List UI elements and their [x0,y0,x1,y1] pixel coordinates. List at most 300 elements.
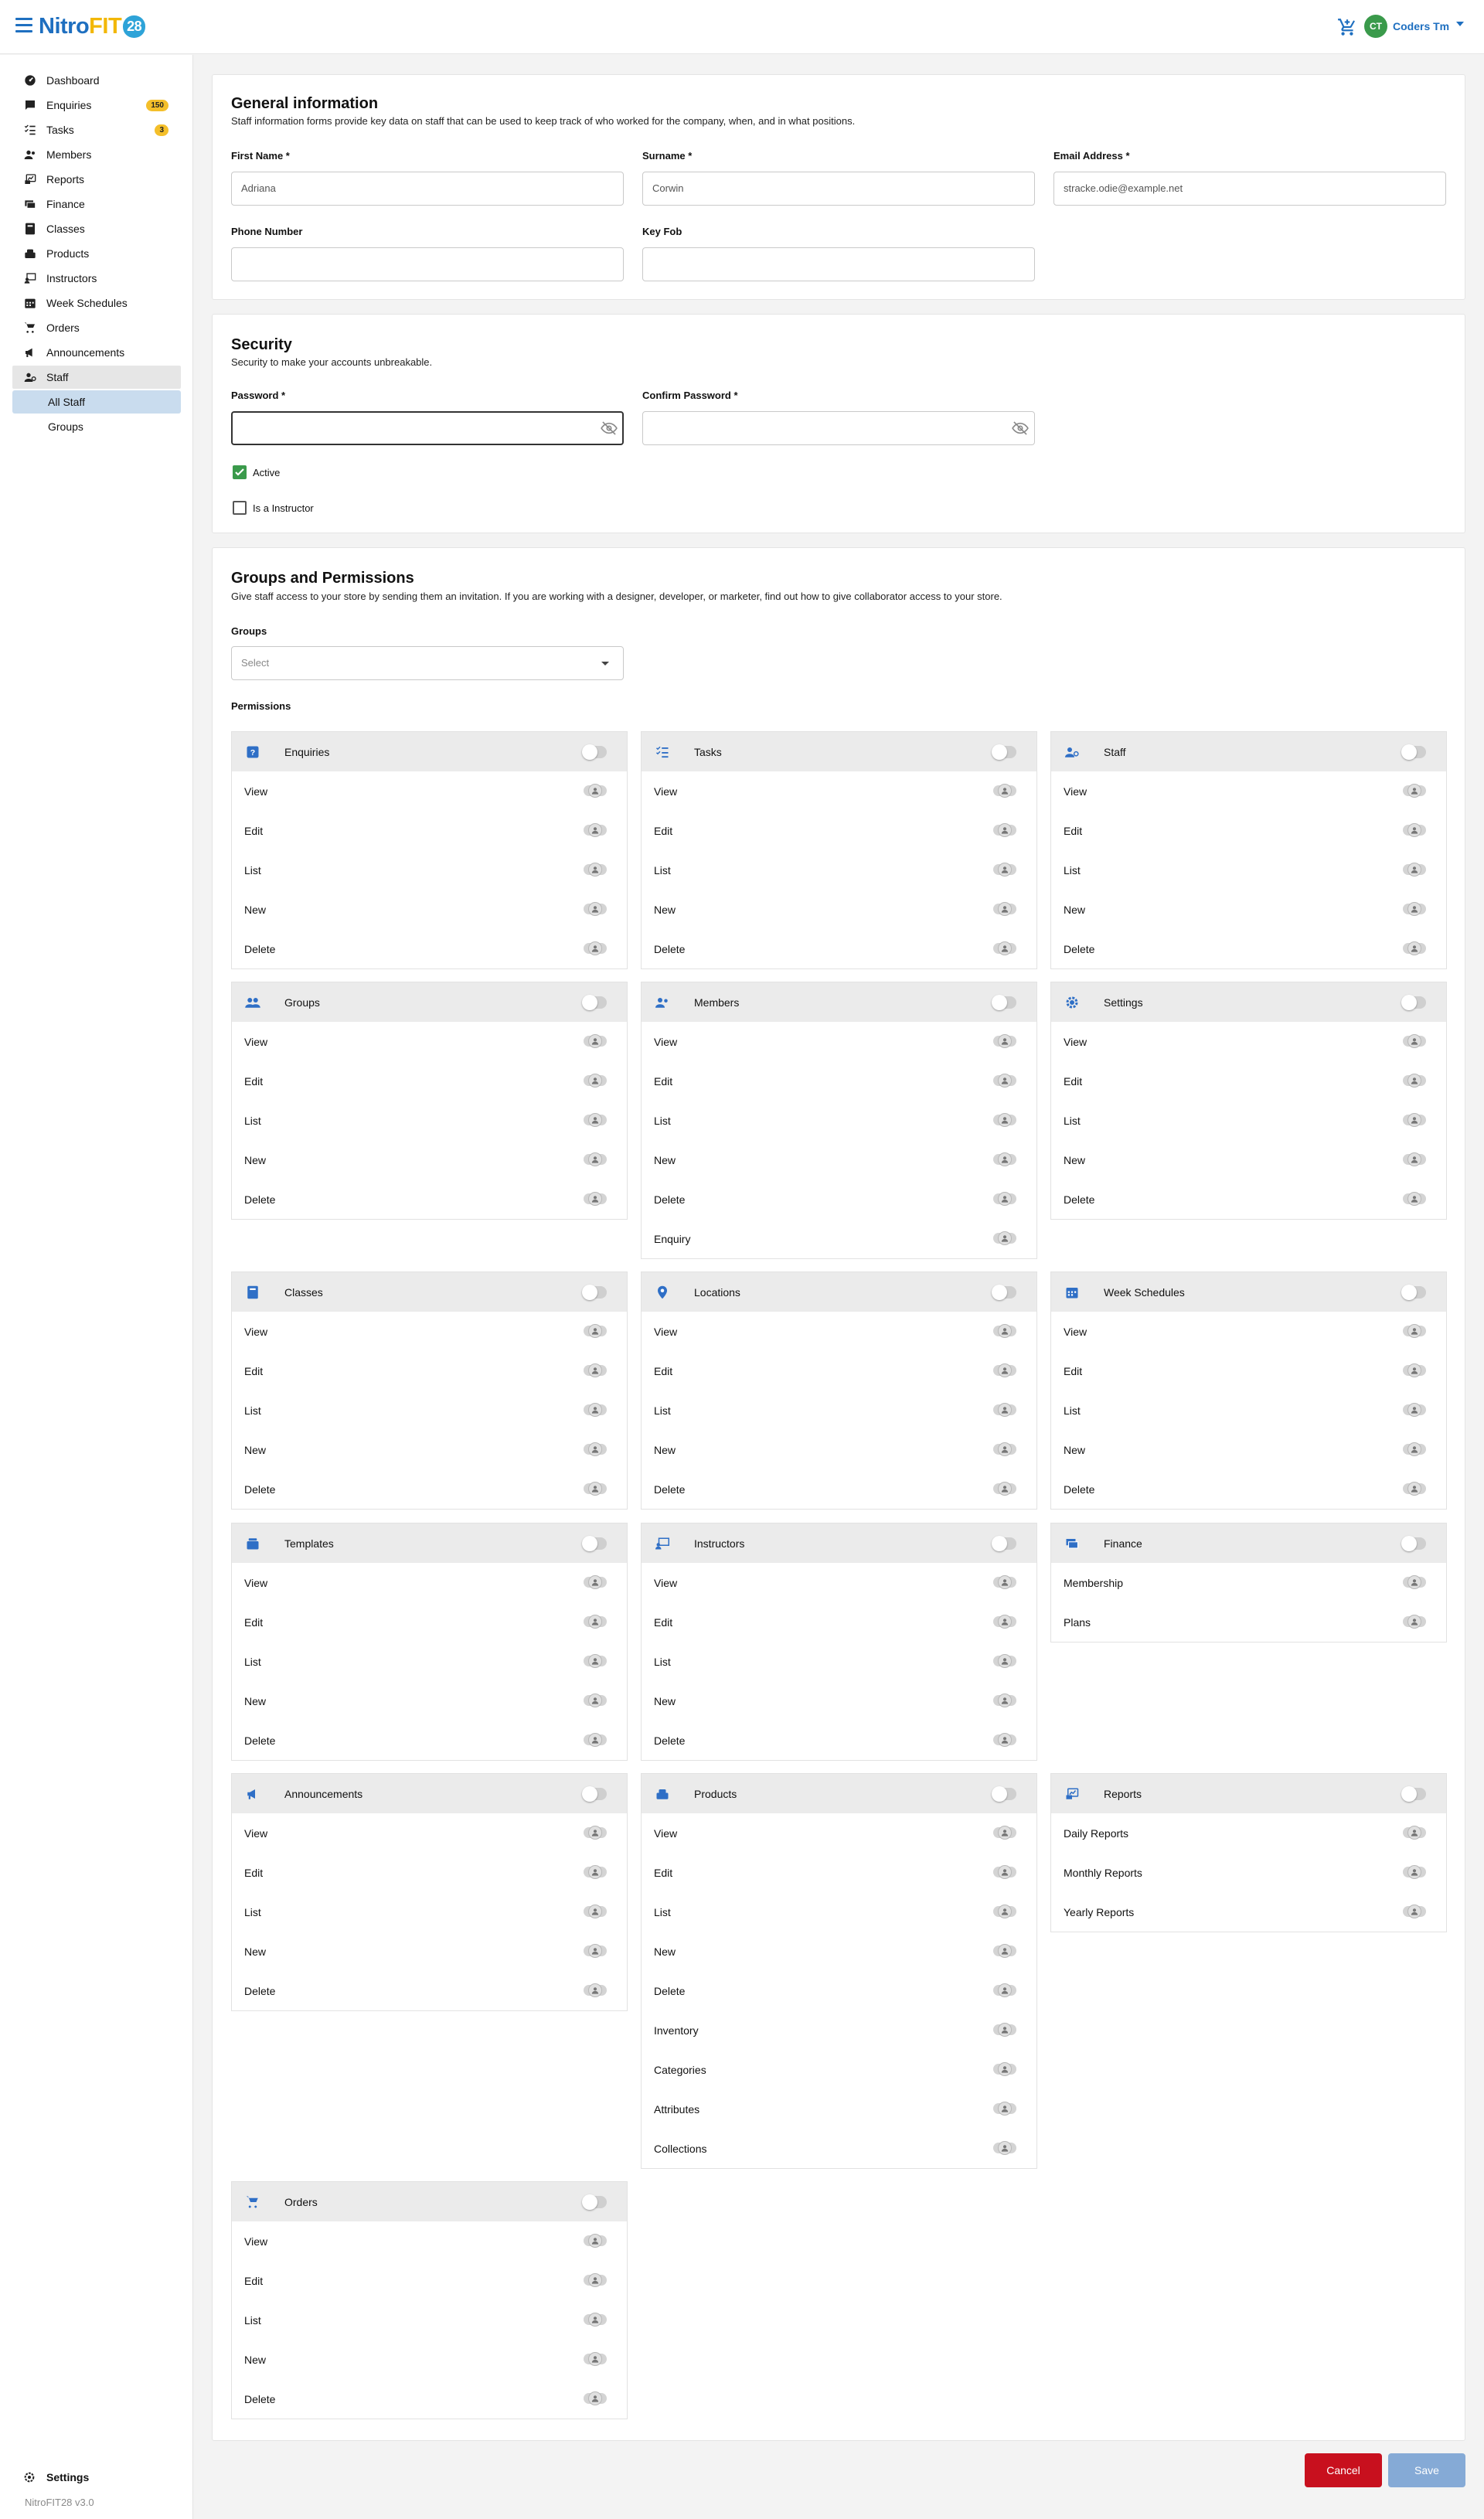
user-icon [998,1654,1012,1668]
permission-toggle[interactable] [584,864,607,875]
permission-label: List [654,1655,671,1668]
sidebar-item-label: Members [46,148,92,161]
permission-label: Edit [244,1364,264,1377]
permission-toggle[interactable] [584,1404,607,1415]
permission-toggle[interactable] [993,2064,1016,2075]
permission-toggle[interactable] [584,1365,607,1376]
permission-label: Edit [654,1615,673,1629]
permission-toggle[interactable] [1403,1075,1426,1086]
permission-panel-header [642,1523,1036,1563]
user-icon [998,1733,1012,1747]
confirm-password-label: Confirm Password * [642,390,738,401]
phone-field[interactable] [231,247,624,281]
user-icon [998,1482,1012,1496]
permission-label: Edit [654,1866,673,1879]
permission-label: Edit [244,1074,264,1088]
permission-label: New [654,1694,676,1707]
sidebar-item-label: Dashboard [46,74,100,87]
permission-toggle[interactable] [993,1827,1016,1838]
user-icon [1407,1192,1421,1206]
permission-row [232,1469,627,1509]
permission-row [232,1351,627,1391]
cancel-button[interactable]: Cancel [1305,2453,1382,2487]
permission-toggle[interactable] [584,1075,607,1086]
permission-toggle[interactable] [993,1483,1016,1494]
permission-row [642,1469,1036,1509]
user-icon [998,2023,1012,2037]
permission-toggle[interactable] [584,1193,607,1204]
permission-row [232,1721,627,1760]
permission-label: View [244,785,268,798]
user-icon [998,1152,1012,1166]
sidebar-item-dashboard[interactable] [12,69,181,92]
permission-row [232,1932,627,1971]
groups-select[interactable]: Select [231,646,624,680]
permission-toggle[interactable] [993,1233,1016,1244]
permission-row [642,1853,1036,1892]
user-icon [1407,1575,1421,1589]
permission-group-toggle[interactable] [993,996,1016,1009]
permission-label: List [654,1404,671,1417]
permission-toggle[interactable] [1403,904,1426,914]
permission-row [232,771,627,811]
permission-row [232,1892,627,1932]
permission-toggle[interactable] [993,1365,1016,1376]
permission-toggle[interactable] [993,1193,1016,1204]
permission-label: Edit [1064,1364,1083,1377]
instructor-icon [654,1535,671,1552]
permission-panel-title: Reports [1104,1787,1142,1800]
permission-toggle[interactable] [993,1656,1016,1666]
sidebar-item-announcements[interactable] [12,341,181,364]
permission-row [642,1721,1036,1760]
permission-toggle[interactable] [584,1326,607,1336]
user-icon [998,784,1012,798]
question-icon [244,744,261,761]
permission-toggle[interactable] [1403,1444,1426,1455]
user-icon [588,1826,602,1840]
surname-field[interactable]: Corwin [642,172,1035,206]
user-icon [1407,1826,1421,1840]
user-icon [588,1113,602,1127]
permission-toggle[interactable] [993,1695,1016,1706]
user-name[interactable]: Coders Tm [1393,20,1450,32]
permission-label: New [1064,1153,1086,1166]
permission-toggle[interactable] [584,943,607,954]
permission-toggle[interactable] [993,825,1016,836]
sidebar-item-enquiries[interactable] [12,94,181,117]
key-fob-label: Key Fob [642,226,682,237]
megaphone-icon [244,1785,261,1802]
permission-toggle[interactable] [1403,785,1426,796]
permission-row [1051,1022,1446,1061]
permission-row [1051,1061,1446,1101]
permission-label: List [654,863,671,877]
sidebar-item-instructors[interactable] [12,267,181,290]
user-icon [1407,823,1421,837]
permission-toggle[interactable] [584,2393,607,2404]
user-icon [998,1324,1012,1338]
permission-group-toggle[interactable] [993,746,1016,758]
first-name-field[interactable]: Adriana [231,172,624,206]
chevron-down-icon[interactable] [1456,22,1464,26]
permission-toggle[interactable] [584,2235,607,2246]
count-badge: 150 [146,100,168,111]
permission-row [642,1022,1036,1061]
permission-row [1051,1469,1446,1509]
permission-group-toggle[interactable] [584,2196,607,2208]
user-icon [588,823,602,837]
permission-row [642,1180,1036,1219]
permission-label: View [654,785,678,798]
permission-toggle[interactable] [1403,1115,1426,1125]
phone-label: Phone Number [231,226,303,237]
permission-row [1051,890,1446,929]
eye-off-icon[interactable] [601,421,618,435]
permission-toggle[interactable] [993,1075,1016,1086]
user-icon [1407,1905,1421,1918]
permission-row [642,1892,1036,1932]
confirm-password-field[interactable] [642,411,1035,445]
permission-panel-header [1051,1774,1446,1813]
permission-label: Attributes [654,2102,700,2116]
user-icon [588,1575,602,1589]
user-icon [998,1694,1012,1707]
permission-group-toggle[interactable] [1403,746,1426,758]
permission-label: Collections [654,2142,707,2155]
logo-text-nitro: Nitro [39,14,90,39]
permission-toggle[interactable] [1403,864,1426,875]
permission-label: Delete [654,1984,686,1997]
permission-row [232,1563,627,1602]
permission-row [1051,850,1446,890]
permission-toggle[interactable] [584,825,607,836]
permission-toggle[interactable] [993,1577,1016,1588]
permission-toggle[interactable] [993,864,1016,875]
permission-label: Edit [244,824,264,837]
user-icon [998,1983,1012,1997]
permission-toggle[interactable] [584,904,607,914]
permission-toggle[interactable] [993,2024,1016,2035]
permission-label: Monthly Reports [1064,1866,1142,1879]
permission-toggle[interactable] [584,2275,607,2286]
is-instructor-checkbox[interactable] [233,501,247,515]
permission-row [642,771,1036,811]
groups-label: Groups [231,625,267,637]
permission-toggle[interactable] [993,2103,1016,2114]
security-card [212,314,1465,533]
permission-row [642,1681,1036,1721]
permission-row [642,850,1036,890]
permission-toggle[interactable] [584,1444,607,1455]
user-icon [588,1034,602,1048]
permission-toggle[interactable] [1403,1326,1426,1336]
permission-toggle[interactable] [1403,943,1426,954]
permission-panel-announcements [231,1773,628,2011]
user-icon [1407,863,1421,877]
permission-toggle[interactable] [584,1906,607,1917]
user-icon [998,1034,1012,1048]
permission-toggle[interactable] [584,2354,607,2364]
permission-toggle[interactable] [993,1985,1016,1996]
permission-row [642,1351,1036,1391]
permission-toggle[interactable] [993,1444,1016,1455]
user-icon [1407,1324,1421,1338]
permission-label: List [654,1114,671,1127]
user-icon [1407,1615,1421,1629]
permission-toggle[interactable] [1403,825,1426,836]
permission-group-toggle[interactable] [584,1788,607,1800]
permission-row [642,1140,1036,1180]
permission-row [642,929,1036,968]
permission-panel-classes [231,1271,628,1510]
permission-row [642,1430,1036,1469]
permission-toggle[interactable] [993,943,1016,954]
templates-icon [244,1535,261,1552]
permission-group-toggle[interactable] [584,996,607,1009]
permission-toggle[interactable] [993,2143,1016,2153]
permission-toggle[interactable] [993,1326,1016,1336]
permission-group-toggle[interactable] [584,1286,607,1299]
active-checkbox[interactable] [233,465,247,479]
permission-panel-finance [1050,1523,1447,1642]
permission-label: Categories [654,2063,706,2076]
chevron-down-icon[interactable] [601,662,609,665]
permission-row [1051,1853,1446,1892]
permission-label: New [1064,1443,1086,1456]
sidebar-item-members[interactable] [12,143,181,166]
permission-panel-header [232,1272,627,1312]
permission-label: Delete [244,1482,276,1496]
user-icon [588,1403,602,1417]
permission-toggle[interactable] [584,1945,607,1956]
permission-panel-title: Settings [1104,996,1143,1009]
sidebar-item-label: Announcements [46,346,125,359]
permission-toggle[interactable] [584,1656,607,1666]
permission-label: Enquiry [654,1232,691,1245]
sidebar-subitem-groups[interactable]: Groups [48,420,83,433]
permission-toggle[interactable] [1403,1154,1426,1165]
user-icon [1407,1074,1421,1088]
permission-row [232,1101,627,1140]
user-icon [1407,1152,1421,1166]
user-icon [998,1615,1012,1629]
permission-label: Delete [244,1984,276,1997]
permission-label: View [1064,1035,1087,1048]
user-icon [588,1324,602,1338]
user-icon [998,1575,1012,1589]
permission-group-toggle[interactable] [1403,1788,1426,1800]
first-name-label: First Name * [231,150,290,162]
password-field[interactable] [231,411,624,445]
user-icon [998,1231,1012,1245]
permission-label: View [244,1826,268,1840]
permission-toggle[interactable] [1403,1906,1426,1917]
permission-label: View [654,1035,678,1048]
permission-panel-tasks [641,731,1037,969]
permission-toggle[interactable] [584,1154,607,1165]
permission-label: List [244,1114,261,1127]
permission-toggle[interactable] [993,1734,1016,1745]
permission-label: Delete [1064,942,1095,955]
sidebar-item-reports[interactable] [12,168,181,191]
permission-panel-groups [231,982,628,1220]
permission-panel-header [1051,982,1446,1022]
permission-toggle[interactable] [584,785,607,796]
permission-toggle[interactable] [584,1734,607,1745]
permission-toggle[interactable] [584,1827,607,1838]
user-icon [1407,1442,1421,1456]
permission-toggle[interactable] [993,1036,1016,1047]
sidebar-item-label: Reports [46,173,85,186]
email-field[interactable]: stracke.odie@example.net [1053,172,1446,206]
permission-row [1051,929,1446,968]
gear-icon [23,2470,37,2484]
user-icon [1407,1363,1421,1377]
permission-toggle[interactable] [584,1577,607,1588]
user-icon [588,1152,602,1166]
sidebar-item-tasks[interactable] [12,118,181,141]
app-logo[interactable] [39,14,145,39]
key-fob-field[interactable] [642,247,1035,281]
permission-toggle[interactable] [993,1154,1016,1165]
permission-toggle[interactable] [993,1404,1016,1415]
app-version: NitroFIT28 v3.0 [25,2497,94,2508]
permission-row [1051,811,1446,850]
password-label: Password * [231,390,286,401]
members-icon [23,148,37,162]
permission-toggle[interactable] [993,1115,1016,1125]
permission-row [1051,1101,1446,1140]
permission-panel-header [1051,1272,1446,1312]
permission-panel-enquiries [231,731,628,969]
chat-icon [23,98,37,112]
logo-text-28: 28 [123,15,145,38]
permission-toggle[interactable] [1403,1577,1426,1588]
svg-text:?: ? [250,747,256,757]
permission-toggle[interactable] [584,1115,607,1125]
security-title: Security [231,336,292,353]
permission-label: New [244,2353,267,2366]
permission-toggle[interactable] [1403,1483,1426,1494]
permission-toggle[interactable] [1403,1867,1426,1877]
permission-group-toggle[interactable] [1403,1537,1426,1550]
permission-group-toggle[interactable] [993,1286,1016,1299]
location-pin-icon [654,1284,671,1301]
permission-panel-header [642,1774,1036,1813]
sidebar-subitem-all-staff[interactable]: All Staff [12,390,181,414]
permission-toggle[interactable] [1403,1616,1426,1627]
user-icon [998,1944,1012,1958]
save-button[interactable]: Save [1388,2453,1465,2487]
permission-toggle[interactable] [993,904,1016,914]
permission-label: Plans [1064,1615,1091,1629]
permission-toggle[interactable] [993,1906,1016,1917]
permission-panel-settings [1050,982,1447,1220]
permission-row [642,1813,1036,1853]
permission-panel-header [232,982,627,1022]
user-icon [588,2313,602,2327]
permission-label: List [244,1905,261,1918]
menu-icon[interactable] [15,18,32,35]
members-icon [654,994,671,1011]
permission-row [642,2089,1036,2129]
finance-icon [23,197,37,211]
permissions-label: Permissions [231,700,291,712]
permission-toggle[interactable] [993,1867,1016,1877]
sidebar-item-finance[interactable] [12,192,181,216]
sidebar-item-orders[interactable] [12,316,181,339]
permission-group-toggle[interactable] [584,746,607,758]
user-icon [1407,1113,1421,1127]
permission-toggle[interactable] [993,1945,1016,1956]
sidebar-item-products[interactable] [12,242,181,265]
permission-label: New [244,1945,267,1958]
permission-panel-header [232,732,627,771]
permission-label: Edit [244,1615,264,1629]
permission-toggle[interactable] [993,785,1016,796]
products-icon [23,247,37,260]
cart-icon [244,2194,261,2211]
permission-toggle[interactable] [1403,1827,1426,1838]
sidebar-settings[interactable] [12,2466,89,2489]
permission-group-toggle[interactable] [1403,1286,1426,1299]
user-icon [588,1694,602,1707]
sidebar-item-classes[interactable] [12,217,181,240]
permission-label: New [1064,903,1086,916]
permission-toggle[interactable] [1403,1193,1426,1204]
permission-label: List [1064,863,1081,877]
permission-toggle[interactable] [993,1616,1016,1627]
permission-toggle[interactable] [584,2314,607,2325]
reports-icon [1064,1785,1081,1802]
permission-toggle[interactable] [1403,1404,1426,1415]
permission-label: New [654,903,676,916]
permission-toggle[interactable] [1403,1365,1426,1376]
user-icon [998,1113,1012,1127]
eye-off-icon[interactable] [1012,421,1029,435]
permission-group-toggle[interactable] [1403,996,1426,1009]
permission-toggle[interactable] [584,1616,607,1627]
sidebar-item-staff[interactable] [12,366,181,389]
permission-label: Edit [654,1074,673,1088]
permission-group-toggle[interactable] [993,1537,1016,1550]
permission-toggle[interactable] [1403,1036,1426,1047]
sidebar-item-week-schedules[interactable] [12,291,181,315]
permission-label: Delete [654,1482,686,1496]
sidebar-item-label: Instructors [46,272,97,284]
permission-panel-header [232,2182,627,2221]
permission-group-toggle[interactable] [584,1537,607,1550]
permission-panel-staff [1050,731,1447,969]
permission-label: New [654,1443,676,1456]
permission-group-toggle[interactable] [993,1788,1016,1800]
permission-toggle[interactable] [584,1695,607,1706]
user-icon [588,1074,602,1088]
cart-icon[interactable] [1337,17,1357,37]
avatar[interactable]: CT [1364,15,1387,38]
permission-panel-title: Announcements [284,1787,363,1800]
permission-toggle[interactable] [584,1985,607,1996]
permission-toggle[interactable] [584,1867,607,1877]
permission-label: Yearly Reports [1064,1905,1135,1918]
permission-toggle[interactable] [584,1483,607,1494]
sidebar-item-label: Tasks [46,124,74,136]
user-icon [1407,1403,1421,1417]
permission-label: Daily Reports [1064,1826,1129,1840]
permission-toggle[interactable] [584,1036,607,1047]
user-icon [588,1192,602,1206]
